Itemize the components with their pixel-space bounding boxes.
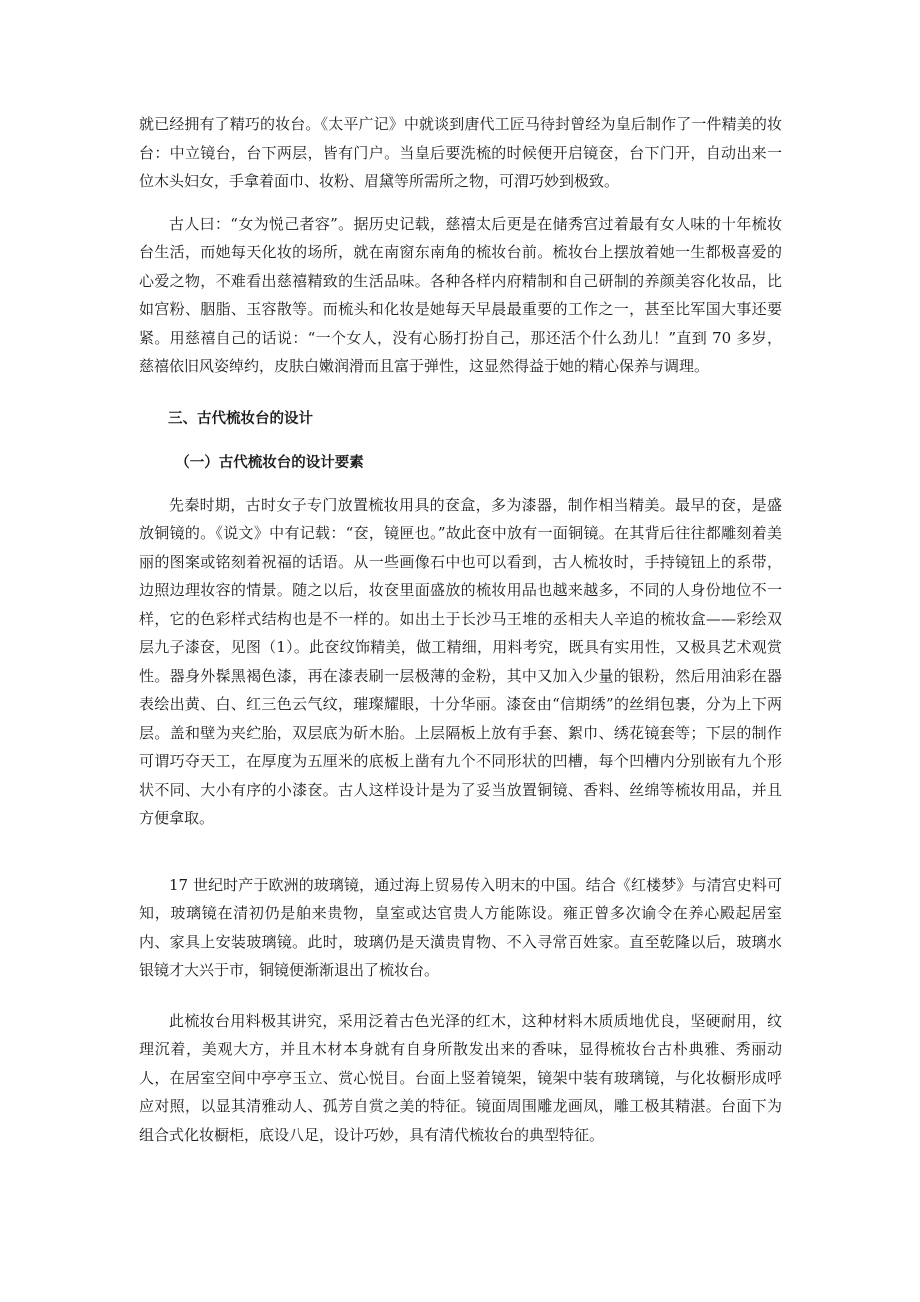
paragraph-cixi-dressing: 古人曰：“女为悦己者容”。据历史记载，慈禧太后更是在储秀宫过着最有女人味的十年梳妆台生活，而她每天化妆的场所，就在南窗东南角的梳妆台前。梳妆台上摆放着她一生都极喜爱的心爱之物，不难看出慈禧精致的生活品味。各种各样内府精制和自己研制的养颜美容化妆品，比如宫粉、胭脂、玉容散等。而梳头和化妆是她每天早晨最重要的工作之一，甚至比军国大事还要紧。用慈禧自己的话说：“一个女人，没有心肠打扮自己，那还活个什么劲儿！”直到 70 多岁，慈禧依旧风姿绰约，皮肤白嫩润滑而且富于弹性，这显然得益于她的精心保养与调理。: [139, 214, 782, 375]
paragraph-redwood-dressing-table: 此梳妆台用料极其讲究，采用泛着古色光泽的红木，这种材料木质质地优良，坚硬耐用，纹理沉着，美观大方，并且木材本身就有自身所散发出来的香味，显得梳妆台古朴典雅、秀丽动人，在居室空间中亭亭玉立、赏心悦目。台面上竖着镜架，镜架中装有玻璃镜，与化妆橱形成呼应对照，以显其清雅动人、孤芳自赏之美的特征。镜面周围雕龙画凤，雕工极其精湛。台面下为组合式化妆橱柜，底设八足，设计巧妙，具有清代梳妆台的典型特征。: [139, 1011, 782, 1144]
subsection-heading: （一）古代梳妆台的设计要素: [175, 454, 364, 471]
paragraph-pre-qin-lian: 先秦时期，古时女子专门放置梳妆用具的奁盒，多为漆器，制作相当精美。最早的奁，是盛放铜镜的。《说文》中有记载：“奁，镜匣也。”故此奁中放有一面铜镜。在其背后往往都雕刻着美丽的图案或铭刻着祝福的话语。从一些画像石中也可以看到，古人梳妆时，手持镜钮上的系带，边照边理妆容的情景。随之以后，妆奁里面盛放的梳妆用品也越来越多，不同的人身份地位不一样，它的色彩样式结构也是不一样的。如出土于长沙马王堆的丞相夫人辛追的梳妆盒——彩绘双层九子漆奁，见图（1）。此奁纹饰精美，做工精细，用料考究，既具有实用性，又极具艺术观赏性。器身外髹黑褐色漆，再在漆表刷一层极薄的金粉，其中又加入少量的银粉，然后用油彩在器表绘出黄、白、红三色云气纹，璀璨耀眼，十分华丽。漆奁由“信期绣”的丝绢包裹，分为上下两层。盖和壁为夹纻胎，双层底为斫木胎。上层隔板上放有手套、絮巾、绣花镜套等；下层的制作可谓巧夺天工，在厚度为五厘米的底板上凿有九个不同形状的凹槽，每个凹槽内分别嵌有九个形状不同、大小有序的小漆奁。古人这样设计是为了妥当放置铜镜、香料、丝绵等梳妆用品，并且方便拿取。: [139, 495, 782, 827]
paragraph-glass-mirror: 17 世纪时产于欧洲的玻璃镜，通过海上贸易传入明末的中国。结合《红楼梦》与清宫史料可知，玻璃镜在清初仍是舶来贵物，皇室或达官贵人方能陈设。雍正曾多次谕令在养心殿起居室内、家具上安装玻璃镜。此时，玻璃仍是天潢贵胄物、不入寻常百姓家。直至乾隆以后，玻璃水银镜才大兴于市，铜镜便渐渐退出了梳妆台。: [139, 875, 782, 979]
paragraph-dressing-table-tang: 就已经拥有了精巧的妆台。《太平广记》中就谈到唐代工匠马待封曾经为皇后制作了一件精美的妆台：中立镜台，台下两层，皆有门户。当皇后要洗梳的时候便开启镜奁，台下门开，自动出来一位木头妇女，手拿着面巾、妆粉、眉黛等所需所之物，可渭巧妙到极致。: [139, 115, 782, 190]
document-page: [139, 110, 782, 1149]
section-heading: 三、古代梳妆台的设计: [168, 410, 313, 427]
